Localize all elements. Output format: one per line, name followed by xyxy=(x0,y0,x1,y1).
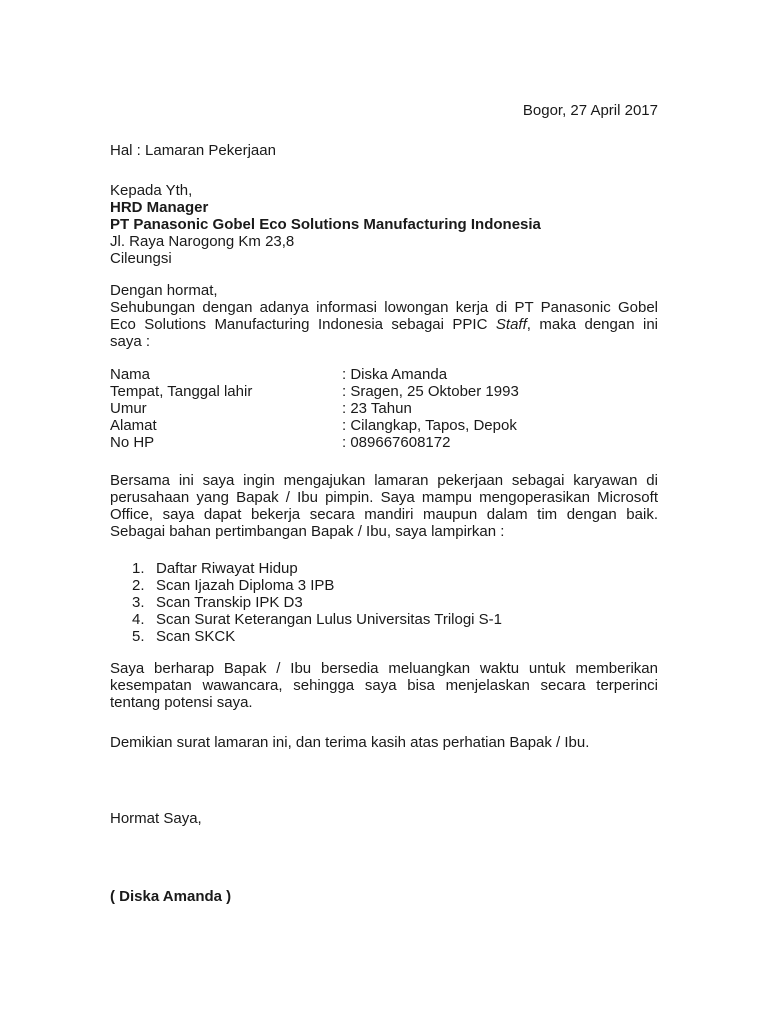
recipient-title: HRD Manager xyxy=(110,199,209,216)
detail-value: : 23 Tahun xyxy=(342,400,412,417)
opening-line-1: Sehubungan dengan adanya informasi lowongan kerja di PT Panasonic Gobel xyxy=(110,299,658,316)
detail-label: Umur xyxy=(110,400,147,417)
list-number: 1. xyxy=(132,560,145,577)
detail-label: Nama xyxy=(110,366,151,383)
detail-label: No HP xyxy=(110,434,155,451)
detail-label: Tempat, Tanggal lahir xyxy=(110,383,253,400)
body1-line-3: Office, saya dapat bekerja secara mandiri maupun dalam tim dengan baik. xyxy=(110,506,658,523)
salutation: Dengan hormat, xyxy=(110,282,218,299)
list-text: Daftar Riwayat Hidup xyxy=(156,560,298,577)
body1-line-2: perusahaan yang Bapak / Ibu pimpin. Saya mampu mengoperasikan Microsoft xyxy=(110,489,658,506)
opening-paragraph xyxy=(110,282,658,350)
list-text: Scan Transkip IPK D3 xyxy=(156,594,303,611)
recipient-greeting: Kepada Yth, xyxy=(110,182,193,199)
signoff: Hormat Saya, xyxy=(110,810,202,827)
recipient-block xyxy=(110,182,658,267)
detail-label: Alamat xyxy=(110,417,157,434)
body1-line-4: Sebagai bahan pertimbangan Bapak / Ibu, saya lampirkan : xyxy=(110,523,505,540)
staff-italic: Staff xyxy=(495,316,527,333)
recipient-address-line2: Cileungsi xyxy=(110,250,172,267)
body-paragraph-2 xyxy=(110,660,658,711)
body1-line-1: Bersama ini saya ingin mengajukan lamaran pekerjaan sebagai karyawan di xyxy=(110,472,658,489)
body2-line-1: Saya berharap Bapak / Ibu bersedia meluangkan waktu untuk memberikan xyxy=(110,660,658,677)
list-item xyxy=(110,577,658,594)
body2-line-3: tentang potensi saya. xyxy=(110,694,253,711)
list-item xyxy=(110,560,658,577)
list-text: Scan Ijazah Diploma 3 IPB xyxy=(156,577,335,594)
detail-row-address xyxy=(110,417,658,434)
personal-details xyxy=(110,366,658,451)
list-number: 5. xyxy=(132,628,145,645)
detail-value: : Diska Amanda xyxy=(342,366,448,383)
attachment-list xyxy=(110,560,658,645)
closing-sentence: Demikian surat lamaran ini, dan terima kasih atas perhatian Bapak / Ibu. xyxy=(110,734,590,751)
list-number: 3. xyxy=(132,594,145,611)
opening-line-2: Eco Solutions Manufacturing Indonesia sebagai PPIC Staff, maka dengan ini xyxy=(110,316,658,333)
detail-value: : Sragen, 25 Oktober 1993 xyxy=(342,383,519,400)
detail-row-phone xyxy=(110,434,658,451)
recipient-address-line1: Jl. Raya Narogong Km 23,8 xyxy=(110,233,295,250)
list-number: 4. xyxy=(132,611,145,628)
body2-line-2: kesempatan wawancara, sehingga saya bisa menjelaskan secara terperinci xyxy=(110,677,658,694)
list-text: Scan Surat Keterangan Lulus Universitas Trilogi S-1 xyxy=(156,611,503,628)
detail-value: : Cilangkap, Tapos, Depok xyxy=(342,417,517,434)
signature-name: ( Diska Amanda ) xyxy=(110,888,232,905)
detail-row-age xyxy=(110,400,658,417)
list-item xyxy=(110,628,658,645)
detail-value: : 089667608172 xyxy=(342,434,451,451)
body-paragraph-1 xyxy=(110,472,658,540)
list-item xyxy=(110,611,658,628)
list-number: 2. xyxy=(132,577,145,594)
letter-subject: Hal : Lamaran Pekerjaan xyxy=(110,142,276,159)
list-item xyxy=(110,594,658,611)
list-text: Scan SKCK xyxy=(156,628,236,645)
opening-line-3: saya : xyxy=(110,333,151,350)
letter-date: Bogor, 27 April 2017 xyxy=(522,102,658,119)
recipient-company: PT Panasonic Gobel Eco Solutions Manufacturing Indonesia xyxy=(110,216,541,233)
detail-row-name xyxy=(110,366,658,383)
detail-row-birth xyxy=(110,383,658,400)
